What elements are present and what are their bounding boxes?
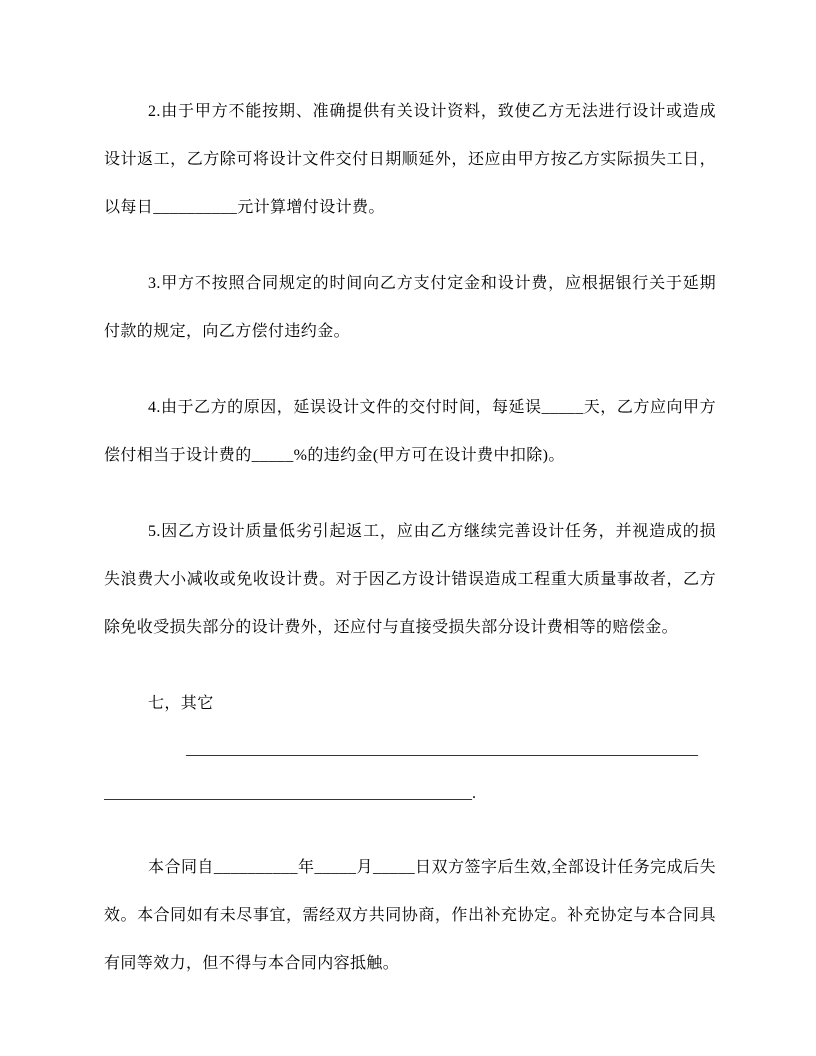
fill-in-line-2: ______________________________________________.	[104, 785, 476, 802]
paragraph-clause-4: 4.由于乙方的原因，延误设计文件的交付时间，每延误_____天，乙方应向甲方偿付相当于设计费的_____%的违约金(甲方可在设计费中扣除)。	[104, 399, 716, 464]
section-7-heading: 七，其它	[148, 695, 214, 712]
paragraph-clause-2: 2.由于甲方不能按期、准确提供有关设计资料，致使乙方无法进行设计或造成设计返工，乙方除可将设计文件交付日期顺延外，还应由甲方按乙方实际损失工日，以每日__________元计算增付设计费。	[104, 103, 716, 216]
paragraph-clause-3: 3.甲方不按照合同规定的时间向乙方支付定金和设计费，应根据银行关于延期付款的规定，向乙方偿付违约金。	[104, 275, 716, 340]
fill-in-line-1: ________________________________________________________________	[186, 741, 698, 758]
paragraph-clause-5: 5.因乙方设计质量低劣引起返工，应由乙方继续完善设计任务，并视造成的损失浪费大小减收或免收设计费。对于因乙方设计错误造成工程重大质量事故者，乙方除免收受损失部分的设计费外，还应付与直接受损失部分设计费相等的赔偿金。	[104, 523, 716, 636]
paragraph-effectiveness: 本合同自__________年_____月_____日双方签字后生效,全部设计任务完成后失效。本合同如有未尽事宜，需经双方共同协商，作出补充协定。补充协定与本合同具有同等效力，但不得与本合同内容抵触。	[104, 859, 716, 972]
